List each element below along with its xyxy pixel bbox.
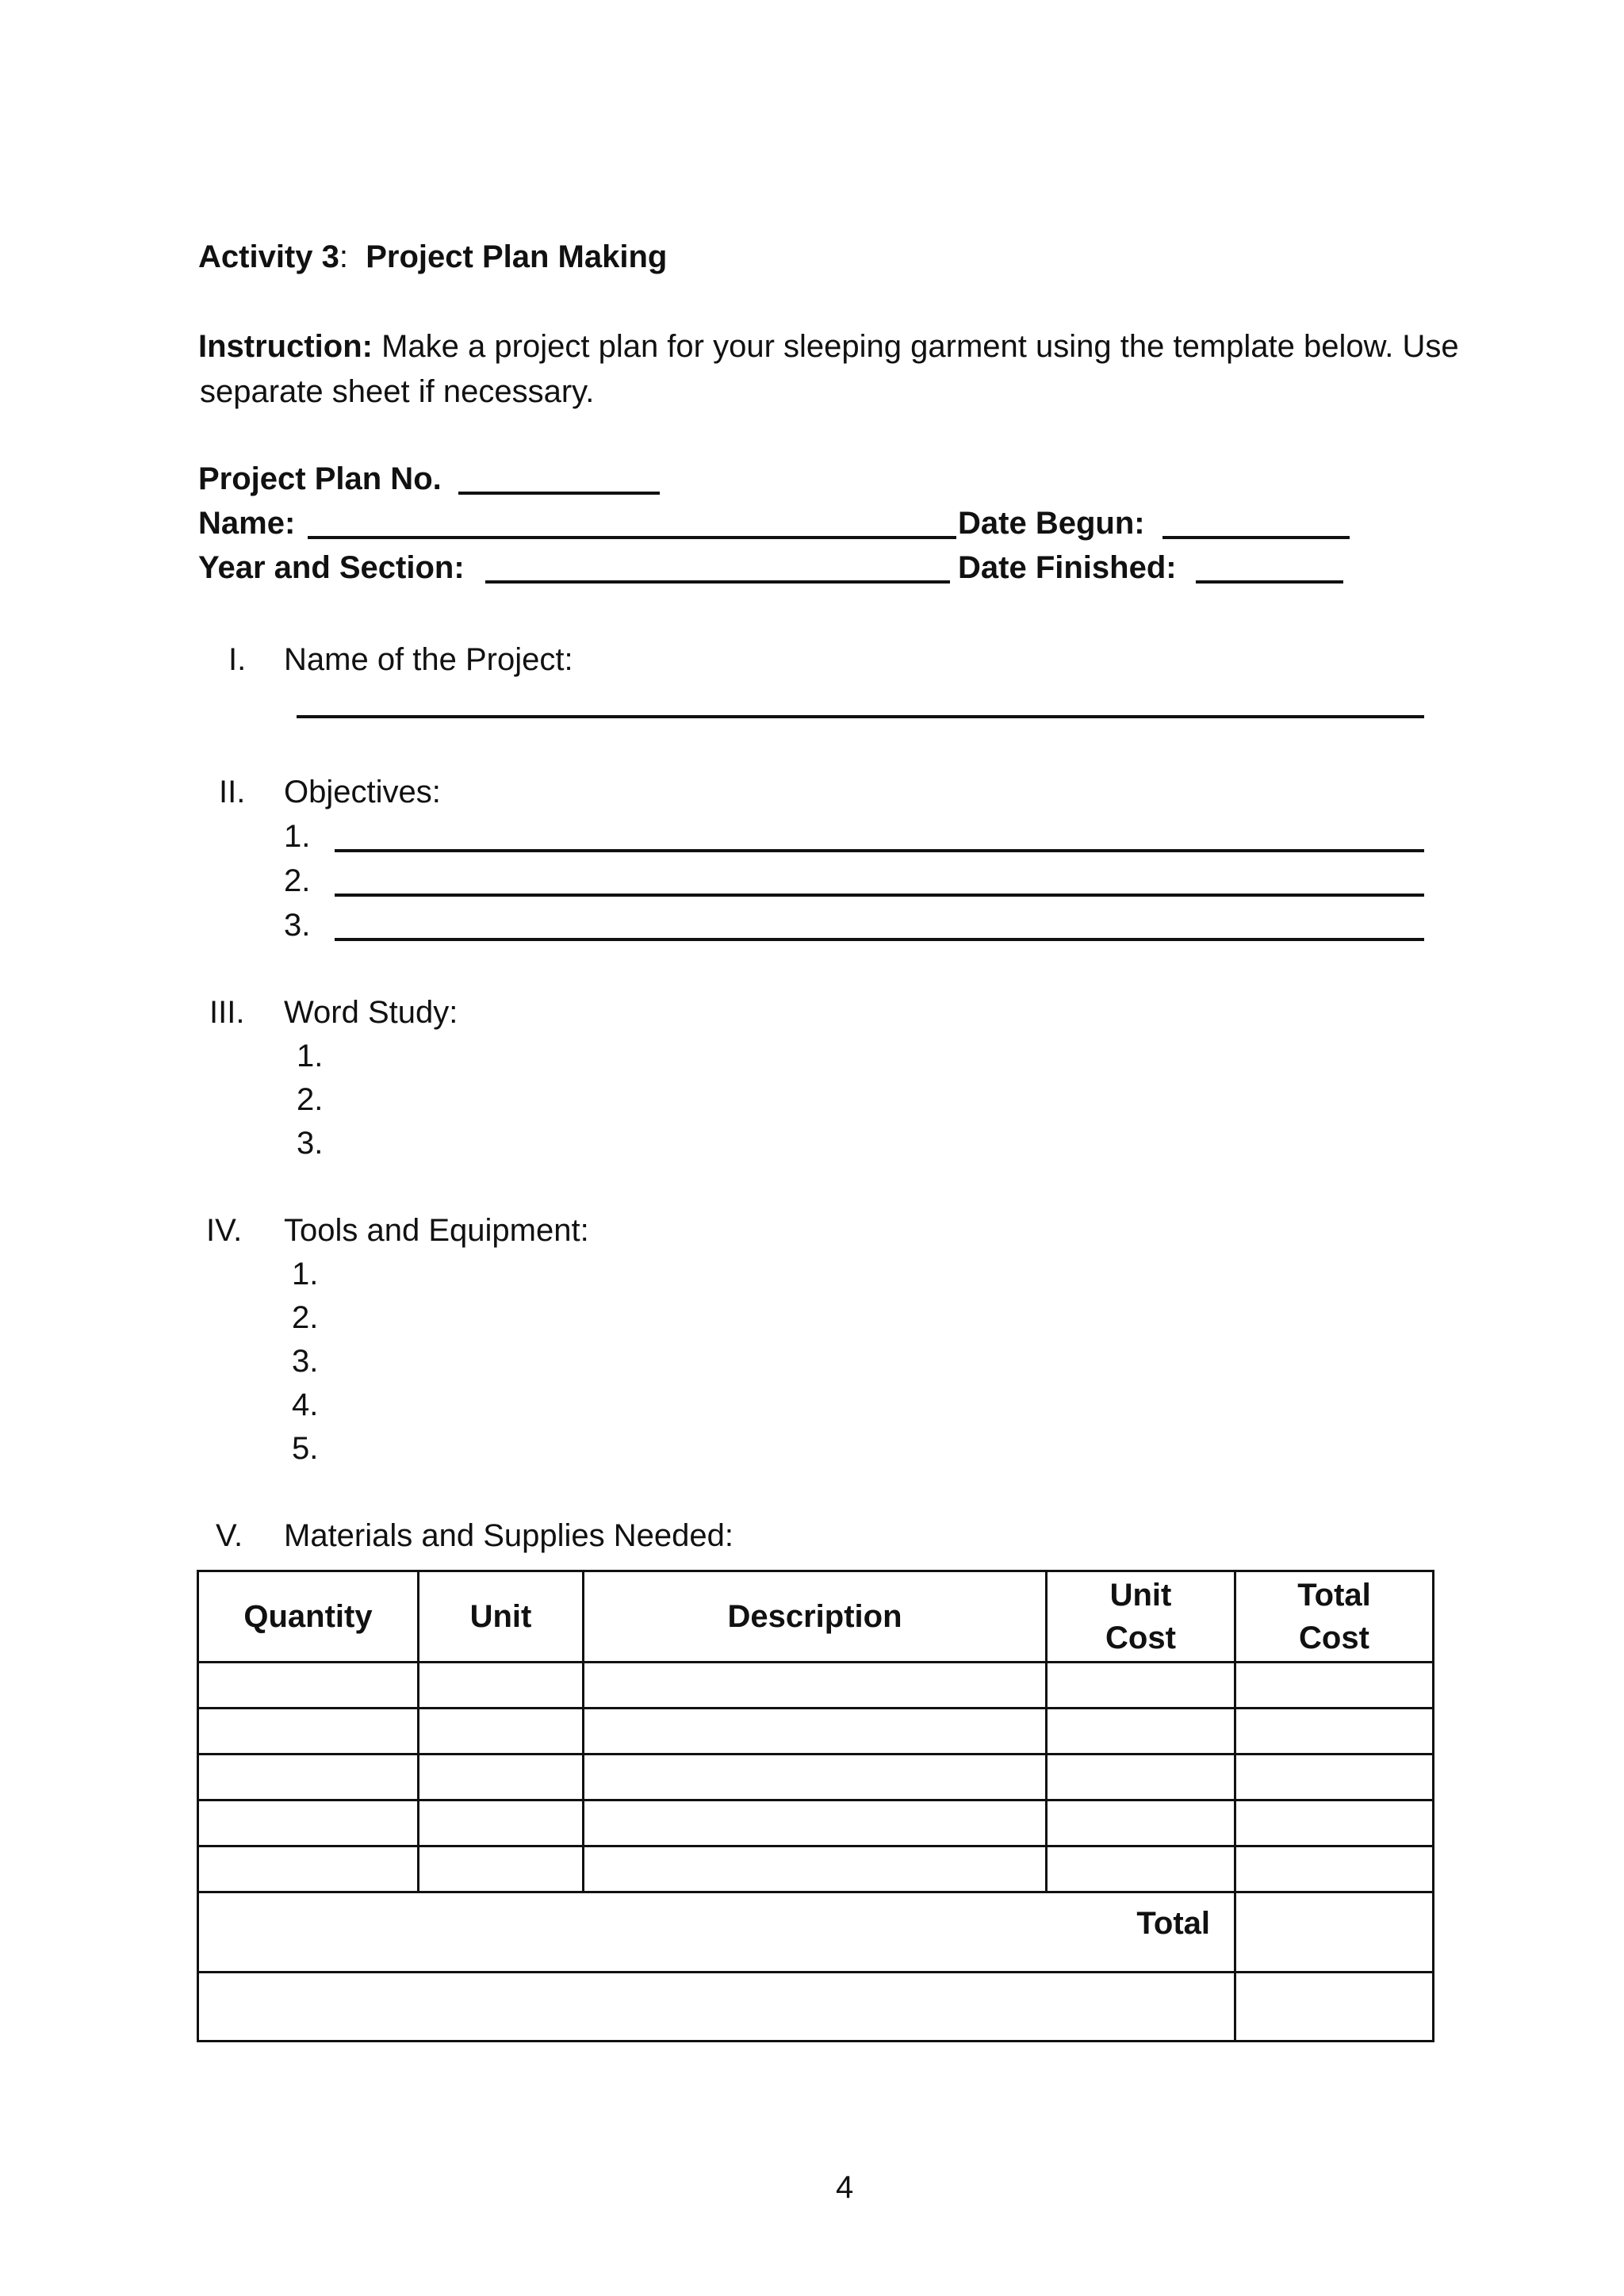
section-numeral: III. (209, 995, 245, 1030)
activity-label: Activity 3 (198, 239, 339, 274)
list-item-number: 2. (292, 1300, 319, 1335)
list-item-number: 3. (292, 1344, 319, 1379)
table-cell[interactable] (1235, 1800, 1434, 1846)
section-numeral: II. (219, 775, 246, 809)
table-cell[interactable] (1047, 1663, 1235, 1709)
table-cell[interactable] (584, 1709, 1047, 1755)
name-field[interactable] (308, 504, 956, 539)
section-title: Word Study: (284, 995, 458, 1030)
header-description: Description (584, 1571, 1047, 1663)
table-row (198, 1709, 1434, 1755)
date-begun-label: Date Begun: (958, 506, 1145, 541)
table-cell[interactable] (419, 1846, 584, 1892)
instruction-label: Instruction: (198, 329, 373, 364)
activity-title: Project Plan Making (366, 239, 668, 274)
section-title: Name of the Project: (284, 642, 573, 677)
section-numeral: I. (228, 642, 247, 677)
list-item-number: 1. (292, 1257, 319, 1292)
table-cell[interactable] (198, 1709, 419, 1755)
table-cell[interactable] (1235, 1973, 1434, 2042)
header-total-cost: Total Cost (1235, 1571, 1434, 1663)
table-cell[interactable] (1047, 1755, 1235, 1800)
table-cell[interactable] (1235, 1755, 1434, 1800)
table-cell[interactable] (198, 1973, 1235, 2042)
table-cell[interactable] (1047, 1709, 1235, 1755)
year-section-label: Year and Section: (198, 550, 465, 585)
project-plan-no-label: Project Plan No. (198, 461, 442, 496)
objective-2-field[interactable] (335, 862, 1424, 897)
section-title: Objectives: (284, 775, 441, 809)
table-cell[interactable] (198, 1800, 419, 1846)
table-cell[interactable] (198, 1663, 419, 1709)
date-finished-label: Date Finished: (958, 550, 1177, 585)
objective-3-field[interactable] (335, 906, 1424, 941)
table-cell[interactable] (419, 1709, 584, 1755)
year-section-field[interactable] (485, 549, 950, 584)
table-cell[interactable] (419, 1663, 584, 1709)
table-cell[interactable] (419, 1755, 584, 1800)
table-cell[interactable] (584, 1800, 1047, 1846)
section-numeral: IV. (206, 1213, 243, 1248)
objective-1-field[interactable] (335, 817, 1424, 852)
activity-heading (198, 238, 667, 276)
section-title: Materials and Supplies Needed: (284, 1518, 734, 1553)
instruction-line-1 (198, 327, 1459, 365)
header-quantity: Quantity (198, 1571, 419, 1663)
table-cell[interactable] (1235, 1846, 1434, 1892)
table-cell[interactable] (419, 1800, 584, 1846)
total-cost-cell[interactable] (1235, 1892, 1434, 1973)
table-row (198, 1755, 1434, 1800)
table-row (198, 1846, 1434, 1892)
table-cell[interactable] (584, 1846, 1047, 1892)
instruction-text-1: Make a project plan for your sleeping garment using the template below. Use (381, 329, 1459, 364)
project-plan-no-field[interactable] (458, 460, 660, 495)
list-item-number: 5. (292, 1431, 319, 1466)
table-total-row (198, 1892, 1434, 1973)
header-unit: Unit (419, 1571, 584, 1663)
table-row (198, 1973, 1434, 2042)
date-begun-field[interactable] (1162, 504, 1350, 539)
section-title: Tools and Equipment: (284, 1213, 589, 1248)
table-cell[interactable] (1047, 1846, 1235, 1892)
list-item-number: 4. (292, 1387, 319, 1422)
list-item-number: 1. (297, 1039, 324, 1073)
list-item-number: 1. (284, 819, 311, 854)
table-cell[interactable] (584, 1663, 1047, 1709)
table-cell[interactable] (198, 1846, 419, 1892)
list-item-number: 3. (284, 908, 311, 943)
table-row (198, 1663, 1434, 1709)
table-header-row (198, 1571, 1434, 1663)
table-cell[interactable] (198, 1755, 419, 1800)
table-cell[interactable] (1047, 1800, 1235, 1846)
header-unit-cost: Unit Cost (1047, 1571, 1235, 1663)
table-cell[interactable] (584, 1755, 1047, 1800)
total-label: Total (198, 1892, 1235, 1973)
name-label: Name: (198, 506, 296, 541)
page-number: 4 (836, 2170, 854, 2205)
section-numeral: V. (216, 1518, 243, 1553)
materials-table (197, 1570, 1434, 2042)
instruction-line-2: separate sheet if necessary. (200, 374, 595, 409)
project-name-field[interactable] (297, 683, 1424, 718)
list-item-number: 2. (297, 1082, 324, 1117)
list-item-number: 2. (284, 863, 311, 898)
table-row (198, 1800, 1434, 1846)
table-cell[interactable] (1235, 1709, 1434, 1755)
date-finished-field[interactable] (1196, 549, 1343, 584)
activity-separator: : (339, 239, 348, 274)
list-item-number: 3. (297, 1126, 324, 1161)
table-cell[interactable] (1235, 1663, 1434, 1709)
